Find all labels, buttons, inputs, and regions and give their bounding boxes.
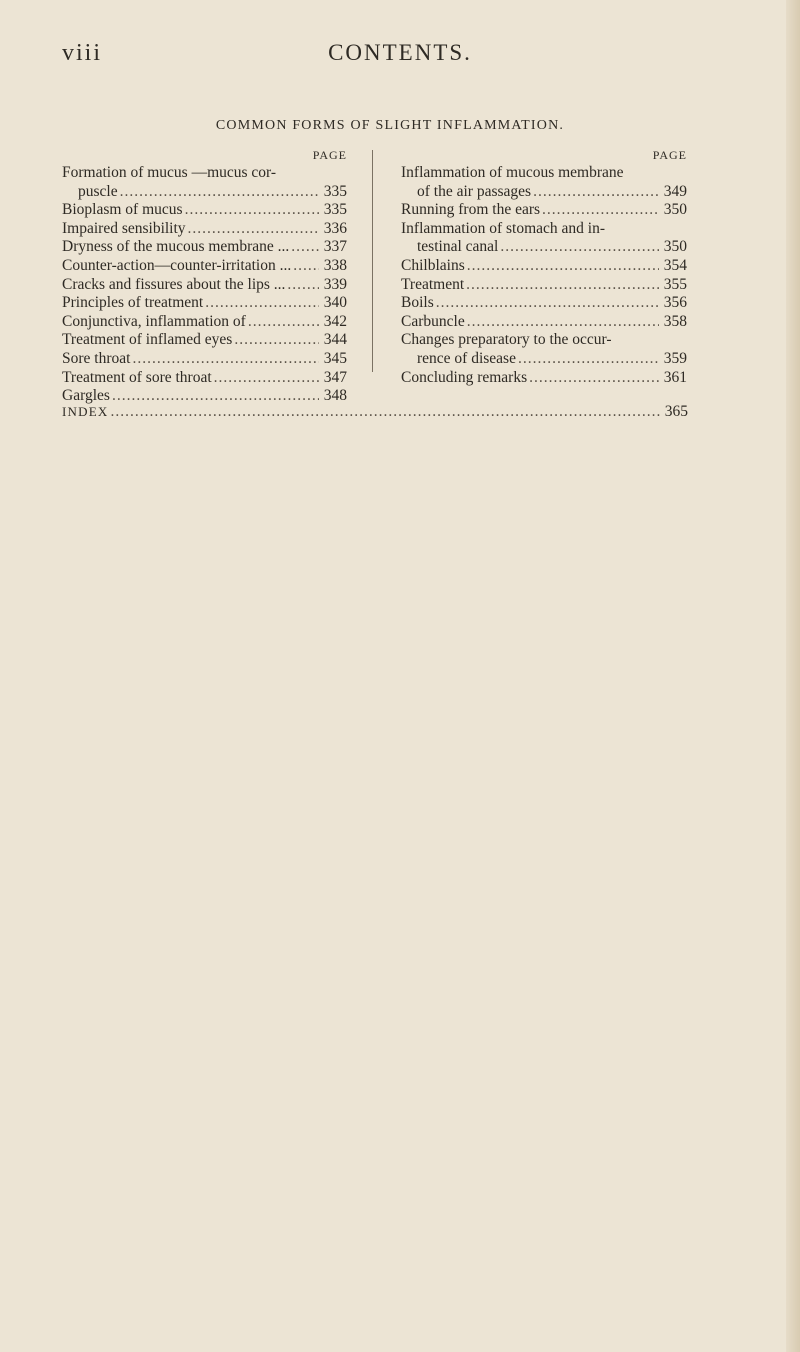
entry-page: 347 xyxy=(323,368,347,386)
entry-title-continued: testinal canal xyxy=(417,238,499,256)
entry-page: 345 xyxy=(323,349,347,367)
page-edge xyxy=(786,0,800,1352)
entry-page: 337 xyxy=(323,238,347,256)
right-column xyxy=(401,146,687,387)
toc-entry xyxy=(62,313,347,332)
entry-page: 344 xyxy=(323,331,347,349)
entry-page: 355 xyxy=(663,275,687,293)
leader-dots xyxy=(466,276,659,295)
leader-dots xyxy=(500,238,659,257)
page-column-label: PAGE xyxy=(652,148,687,162)
entry-page: 342 xyxy=(323,312,347,330)
entry-title: Principles of treatment xyxy=(62,294,204,312)
entry-page: 350 xyxy=(663,238,687,256)
entry-title: Gargles xyxy=(62,387,110,405)
leader-dots xyxy=(287,276,319,295)
entry-title: Chilblains xyxy=(401,256,465,274)
leader-dots xyxy=(533,183,659,202)
entry-title: Treatment xyxy=(401,275,465,293)
toc-entry xyxy=(62,164,347,201)
entry-title: Running from the ears xyxy=(401,201,541,219)
entry-title: Treatment of sore throat xyxy=(62,368,212,386)
entry-page: 349 xyxy=(663,182,687,200)
page-title: CONTENTS. xyxy=(328,40,472,65)
entry-page: 339 xyxy=(323,275,347,293)
entry-title: Inflammation of stomach and in- xyxy=(401,219,606,237)
toc-entry xyxy=(62,257,347,276)
entry-page: 361 xyxy=(663,368,687,386)
leader-dots xyxy=(529,369,659,388)
entry-page: 354 xyxy=(663,256,687,274)
index-label: INDEX xyxy=(62,404,109,419)
toc-entry xyxy=(401,220,687,257)
toc-entry xyxy=(62,369,347,388)
leader-dots xyxy=(120,183,319,202)
entry-title: Concluding remarks xyxy=(401,368,528,386)
entry-page: 348 xyxy=(323,387,347,405)
entry-title: Bioplasm of mucus xyxy=(62,201,183,219)
entry-title-continued: of the air passages xyxy=(417,182,532,200)
entry-title: Changes preparatory to the occur- xyxy=(401,331,612,349)
toc-entry xyxy=(401,369,687,388)
entry-title: Sore throat xyxy=(62,349,131,367)
leader-dots xyxy=(436,294,659,313)
entry-title-continued: puscle xyxy=(78,182,118,200)
page-column-label: PAGE xyxy=(312,148,347,162)
entry-title-continued: rence of disease xyxy=(417,349,516,367)
leader-dots xyxy=(467,257,659,276)
toc-entry xyxy=(401,313,687,332)
index-page: 365 xyxy=(664,403,688,420)
toc-entry xyxy=(62,276,347,295)
entry-page: 356 xyxy=(663,294,687,312)
entry-page: 335 xyxy=(323,182,347,200)
entry-page: 350 xyxy=(663,201,687,219)
toc-entry xyxy=(401,276,687,295)
entry-title: Impaired sensibility xyxy=(62,219,186,237)
column-divider xyxy=(372,150,373,372)
toc-entry xyxy=(401,201,687,220)
entry-title: Carbuncle xyxy=(401,312,465,330)
entry-page: 340 xyxy=(323,294,347,312)
entry-page: 335 xyxy=(323,201,347,219)
toc-entry xyxy=(62,220,347,239)
toc-entry xyxy=(401,294,687,313)
toc-entry xyxy=(401,164,687,201)
entry-title: Conjunctiva, inflammation of xyxy=(62,312,246,330)
leader-dots xyxy=(293,257,319,276)
leader-dots xyxy=(291,238,319,257)
toc-entry xyxy=(401,331,687,368)
toc-entry xyxy=(62,201,347,220)
leader-dots xyxy=(132,350,319,369)
entry-page: 359 xyxy=(663,349,687,367)
leader-dots xyxy=(467,313,659,332)
entry-page: 358 xyxy=(663,312,687,330)
toc-entry xyxy=(62,294,347,313)
entry-title: Boils xyxy=(401,294,434,312)
leader-dots xyxy=(110,403,660,421)
leader-dots xyxy=(205,294,319,313)
toc-entry xyxy=(62,238,347,257)
left-column xyxy=(62,146,347,406)
entry-title: Inflammation of mucous membrane xyxy=(401,164,624,181)
toc-entry xyxy=(62,331,347,350)
page-number: viii xyxy=(62,40,103,66)
leader-dots xyxy=(214,369,319,388)
entry-title: Treatment of inflamed eyes xyxy=(62,331,233,349)
leader-dots xyxy=(188,220,319,239)
leader-dots xyxy=(542,201,659,220)
entry-title: Formation of mucus —mucus cor- xyxy=(62,164,277,181)
leader-dots xyxy=(234,331,319,350)
entry-title: Counter-action—counter-irritation ... xyxy=(62,256,292,274)
entry-title: Cracks and fissures about the lips ... xyxy=(62,275,286,293)
running-head xyxy=(0,40,800,80)
leader-dots xyxy=(248,313,319,332)
entry-page: 336 xyxy=(323,219,347,237)
index-entry xyxy=(62,403,688,421)
leader-dots xyxy=(518,350,659,369)
entry-title: Dryness of the mucous membrane ... xyxy=(62,238,290,256)
toc-entry xyxy=(401,257,687,276)
section-heading: COMMON FORMS OF SLIGHT INFLAMMATION. xyxy=(215,118,565,133)
toc-entry xyxy=(62,350,347,369)
leader-dots xyxy=(185,201,319,220)
entry-page: 338 xyxy=(323,256,347,274)
